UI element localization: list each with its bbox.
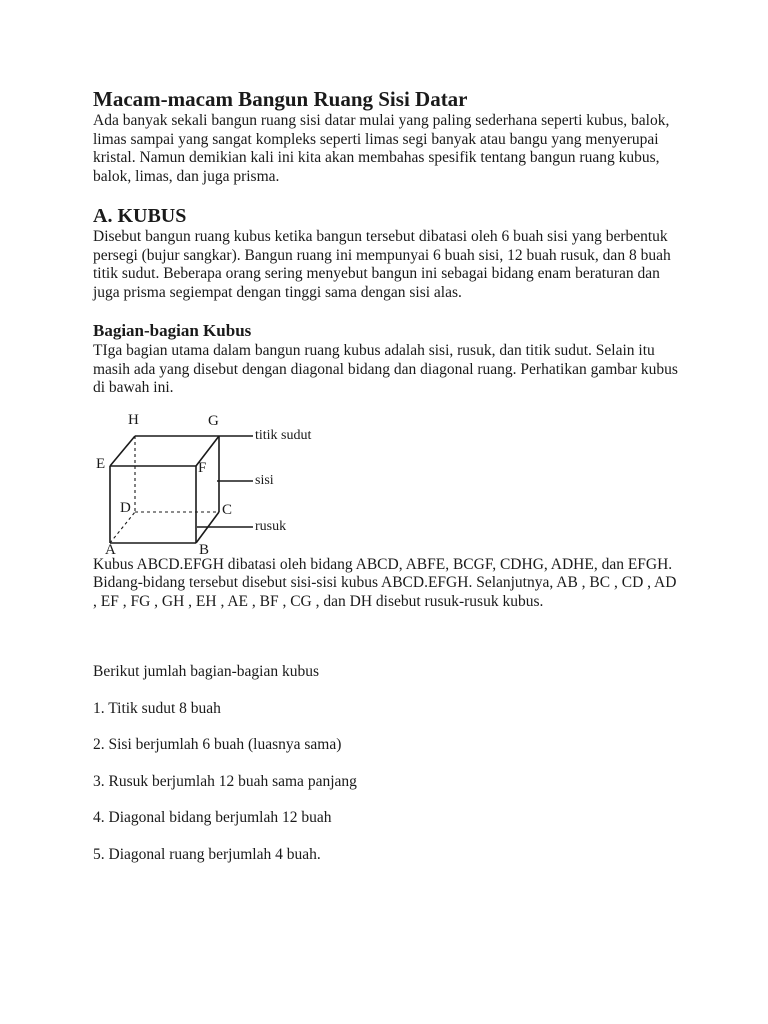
edge-EH xyxy=(110,436,135,466)
list-item: 3. Rusuk berjumlah 12 buah sama panjang xyxy=(93,772,357,790)
spacer xyxy=(93,186,683,204)
list-item: 5. Diagonal ruang berjumlah 4 buah. xyxy=(93,845,321,863)
list-item: 1. Titik sudut 8 buah xyxy=(93,699,221,717)
caption-titik-sudut: titik sudut xyxy=(255,427,312,443)
kubus-definition-paragraph: Disebut bangun ruang kubus ketika bangun tersebut dibatasi oleh 6 buah sisi yang berbentuk persegi (bujur sangkar). Bangun ruang ini mempunyai 6 buah sisi, 12 buah rusuk, dan 8 buah titik sudut. Beberapa orang sering menyebut bangun ini sebagai bidang enam beraturan dan juga prisma segiempat dengan tinggi sama dengan sisi alas. xyxy=(93,228,671,301)
caption-rusuk: rusuk xyxy=(255,518,287,534)
spacer xyxy=(93,302,683,320)
vertex-label-h: H xyxy=(128,411,139,428)
subsection-heading-parts: Bagian-bagian Kubus xyxy=(93,321,252,340)
page-title: Macam-macam Bangun Ruang Sisi Datar xyxy=(93,87,468,111)
list-item: 4. Diagonal bidang berjumlah 12 buah xyxy=(93,809,332,826)
document-page xyxy=(93,86,683,864)
vertex-label-f: F xyxy=(198,459,207,476)
list-item: 2. Sisi berjumlah 6 buah (luasnya sama) xyxy=(93,736,342,753)
edge-AD xyxy=(110,512,135,543)
vertex-label-e: E xyxy=(96,455,106,472)
faces-edges-paragraph: Kubus ABCD.EFGH dibatasi oleh bidang ABCD, ABFE, BCGF, CDHG, ADHE, dan EFGH. Bidang-bidang tersebut disebut sisi-sisi kubus ABCD.EFGH. Selanjutnya, AB , BC , CD , AD , EF , FG , GH , EH , AE , BF , CG , dan DH disebut rusuk-rusuk kubus. xyxy=(93,555,677,610)
section-heading-kubus: A. KUBUS xyxy=(93,205,187,227)
caption-sisi: sisi xyxy=(255,472,274,488)
cube-figure xyxy=(93,410,333,556)
parts-paragraph: TIga bagian utama dalam bangun ruang kubus adalah sisi, rusuk, dan titik sudut. Selain itu masih ada yang disebut dengan diagonal bidang dan diagonal ruang. Perhatikan gambar kubus di bawah ini. xyxy=(93,342,678,396)
vertex-label-a: A xyxy=(105,541,116,558)
vertex-label-d: D xyxy=(120,499,131,516)
vertex-label-c: C xyxy=(222,501,233,518)
intro-paragraph: Ada banyak sekali bangun ruang sisi datar mulai yang paling sederhana seperti kubus, balok, limas sampai yang sangat kompleks seperti limas segi banyak atau bangu yang menyerupai kristal. Namun demikian kali ini kita akan membahas spesifik tentang bangun ruang kubus, balok, limas, dan juga prisma. xyxy=(93,112,670,185)
vertex-label-b: B xyxy=(199,541,210,558)
list-intro: Berikut jumlah bagian-bagian kubus xyxy=(93,663,319,680)
vertex-label-g: G xyxy=(208,412,219,429)
